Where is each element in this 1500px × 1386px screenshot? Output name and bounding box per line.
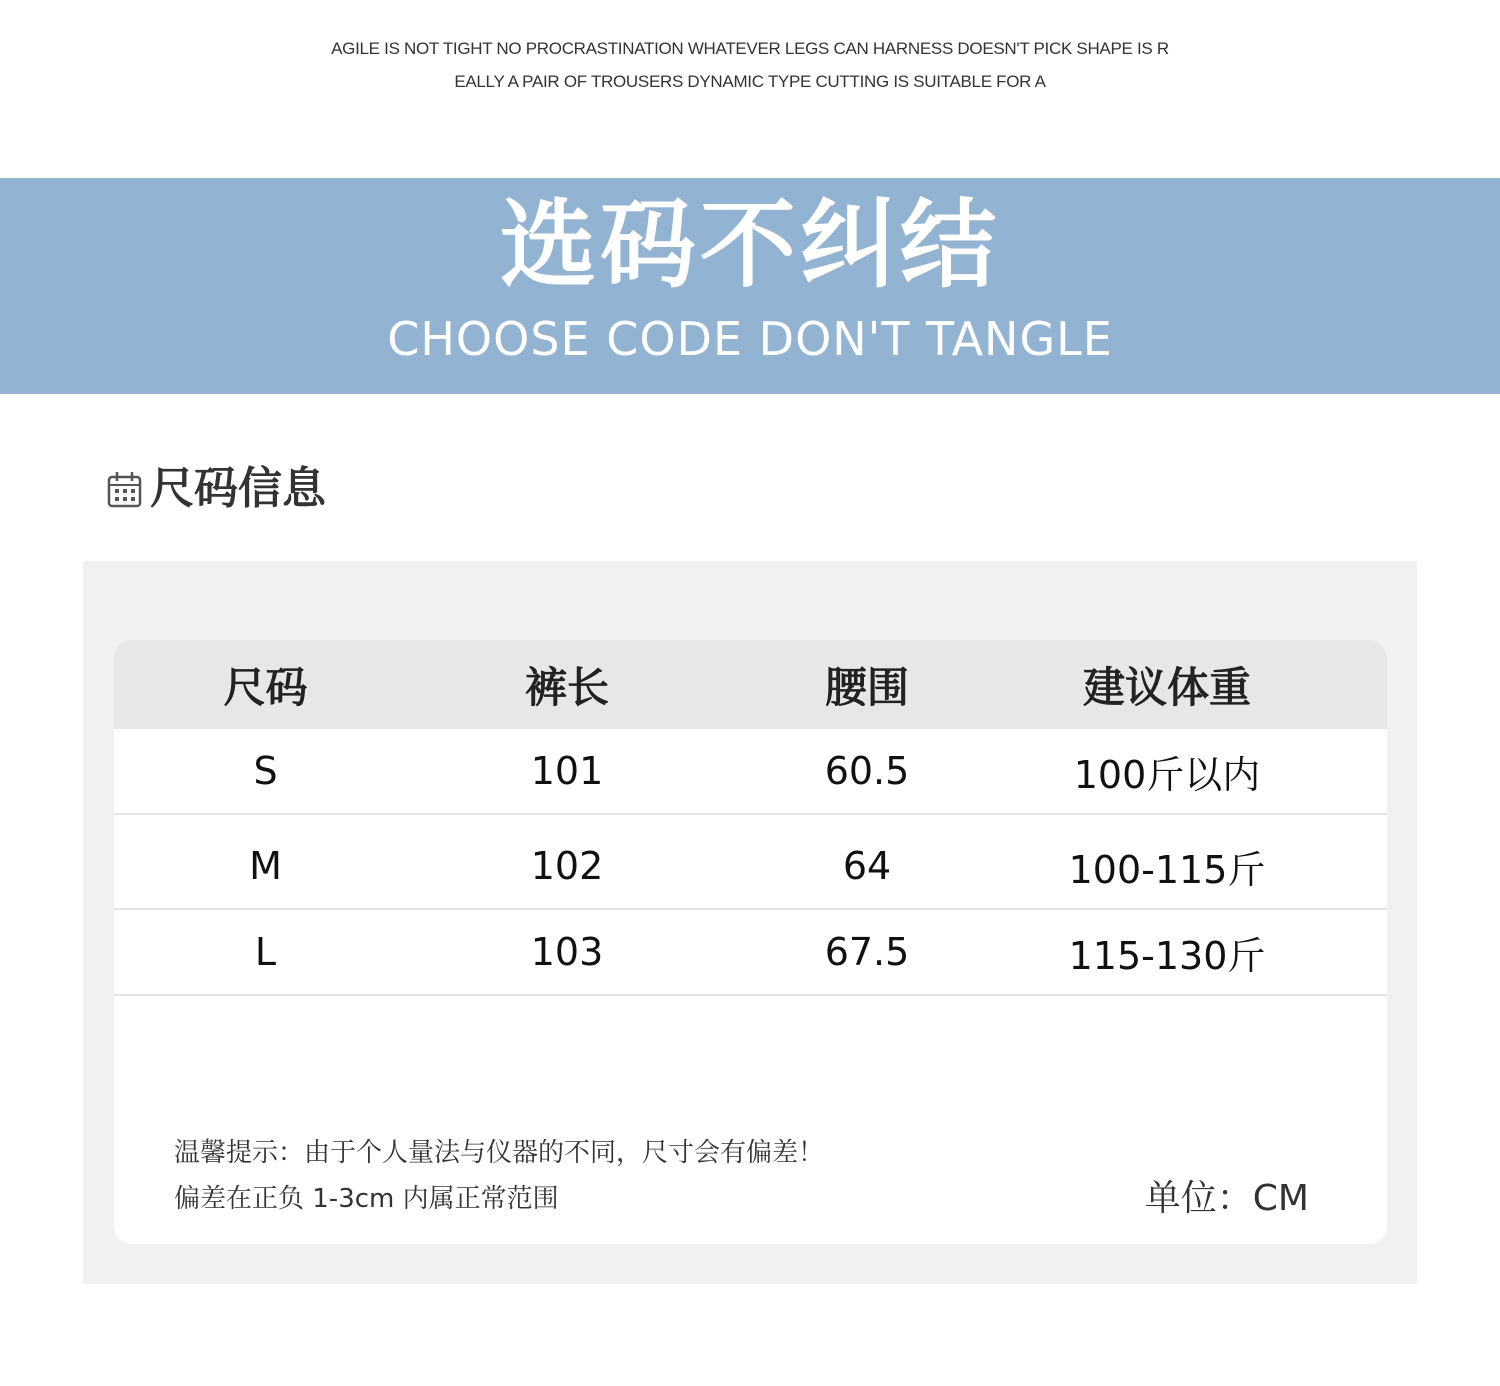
cell-size: L <box>254 930 277 974</box>
cell-waist: 64 <box>842 844 892 888</box>
header-waist: 腰围 <box>824 662 909 712</box>
intro-line-1: AGILE IS NOT TIGHT NO PROCRASTINATION WHATEVER LEGS CAN HARNESS DOESN'T PICK SHAPE IS R <box>331 39 1169 58</box>
cell-weight: 115-130斤 <box>1068 933 1266 978</box>
tip-line-1: 温馨提示：由于个人量法与仪器的不同，尺寸会有偏差！ <box>174 1138 825 1168</box>
size-table-card <box>114 640 1387 1244</box>
table-row <box>114 910 1387 996</box>
table-row <box>114 729 1387 815</box>
unit-label: 单位：CM <box>1144 1178 1309 1219</box>
cell-size: M <box>249 844 282 888</box>
section-title: 尺码信息 <box>150 463 326 514</box>
section-header <box>106 462 326 516</box>
table-header <box>114 640 1387 729</box>
calendar-icon <box>106 469 144 509</box>
cell-waist: 67.5 <box>824 930 910 974</box>
cell-waist: 60.5 <box>824 749 910 793</box>
header-size: 尺码 <box>223 662 308 712</box>
banner-title: 选码不纠结 <box>500 189 1000 301</box>
header-length: 裤长 <box>524 662 609 712</box>
table-row <box>114 824 1387 910</box>
banner-subtitle: CHOOSE CODE DON'T TANGLE <box>387 312 1113 366</box>
cell-size: S <box>253 749 278 793</box>
cell-weight: 100-115斤 <box>1068 847 1266 892</box>
tip-line-2: 偏差在正负 1-3cm 内属正常范围 <box>174 1184 559 1214</box>
cell-length: 101 <box>530 749 604 793</box>
cell-weight: 100斤以内 <box>1073 752 1261 797</box>
cell-length: 102 <box>530 844 604 888</box>
header-weight: 建议体重 <box>1082 662 1251 712</box>
intro-line-2: EALLY A PAIR OF TROUSERS DYNAMIC TYPE CUTTING IS SUITABLE FOR A <box>454 72 1046 91</box>
tip-note <box>174 1130 974 1222</box>
cell-length: 103 <box>530 930 604 974</box>
intro-text <box>0 32 1500 98</box>
